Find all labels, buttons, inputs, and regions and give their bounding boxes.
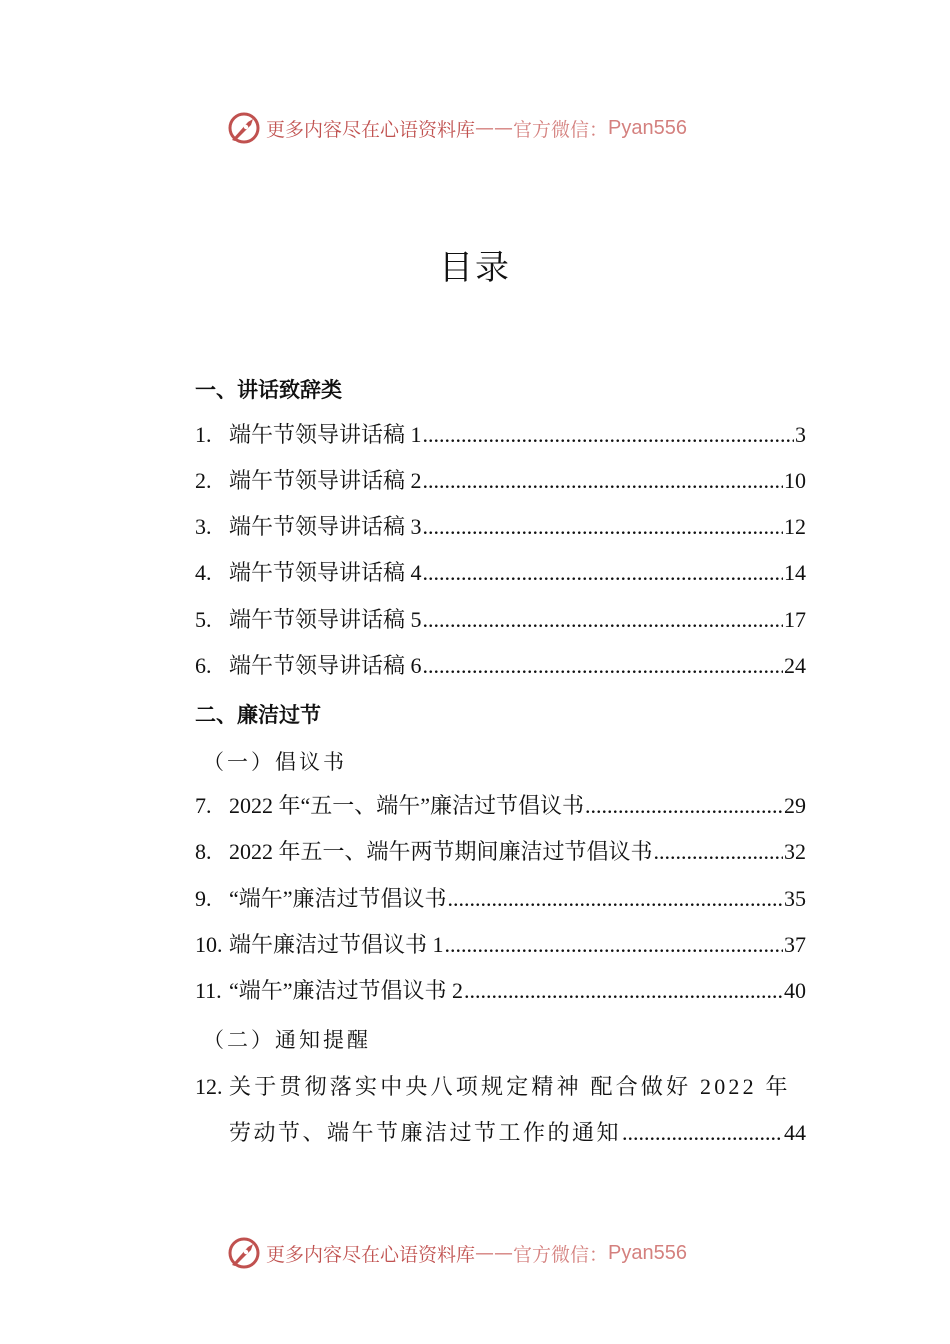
dot-leader: [423, 468, 783, 494]
dot-leader: [423, 422, 794, 448]
toc-entry-5[interactable]: 5. 端午节领导讲话稿 5 ..... 17: [195, 603, 806, 634]
toc-entry-2[interactable]: 2. 端午节领导讲话稿 2 ..... 10: [195, 464, 806, 495]
section-heading-speeches: 一、讲话致辞类: [195, 378, 342, 402]
toc-entry-1[interactable]: 1. 端午节领导讲话稿 1 ..... 3: [195, 418, 806, 449]
subsection-heading-notices: （二）通知提醒: [203, 1028, 371, 1052]
toc-entry-6[interactable]: 6. 端午节领导讲话稿 6 ..... 24: [195, 649, 806, 680]
subsection-heading-proposals: （一）倡议书: [203, 750, 347, 774]
dot-leader: [448, 886, 783, 912]
section-heading-integrity: 二、廉洁过节: [195, 703, 321, 727]
dot-leader: [622, 1120, 783, 1146]
banner-wechat-id: Pyan556: [608, 1241, 687, 1264]
dot-leader: [654, 839, 783, 865]
toc-entry-3[interactable]: 3. 端午节领导讲话稿 3 ..... 12: [195, 510, 806, 541]
toc-entry-12[interactable]: 12. 关于贯彻落实中央八项规定精神 配合做好 2022 年: [195, 1074, 791, 1099]
toc-entry-12-continuation[interactable]: 劳动节、端午节廉洁过节工作的通知 ..... 44: [229, 1116, 806, 1147]
banner-wechat-label: 官方微信：: [513, 1243, 609, 1266]
dot-leader: [423, 560, 783, 586]
banner-wechat-id: Pyan556: [608, 116, 687, 139]
dot-leader: [464, 978, 783, 1004]
dot-leader: [585, 793, 783, 819]
banner-dash: —: [475, 1242, 495, 1264]
toc-entry-10[interactable]: 10. 端午廉洁过节倡议书 1 ..... 37: [195, 928, 806, 959]
pen-nib-logo-icon: [226, 1235, 262, 1271]
toc-entry-4[interactable]: 4. 端午节领导讲话稿 4 ..... 14: [195, 556, 806, 587]
banner-dash: —: [475, 117, 495, 139]
page-title: 目录: [439, 250, 511, 287]
banner-slogan: 更多内容尽在心语资料库: [266, 1243, 476, 1266]
pen-nib-logo-icon: [226, 110, 262, 146]
footer-banner: [226, 1233, 687, 1273]
dot-leader: [445, 932, 783, 958]
toc-entry-9[interactable]: 9. “端午”廉洁过节倡议书 ..... 35: [195, 882, 806, 913]
dot-leader: [423, 607, 783, 633]
banner-dash-extra: —: [494, 1242, 514, 1264]
toc-entry-11[interactable]: 11. “端午”廉洁过节倡议书 2 ..... 40: [195, 974, 806, 1005]
banner-dash-extra: —: [494, 117, 514, 139]
banner-slogan: 更多内容尽在心语资料库: [266, 118, 476, 141]
header-banner: [226, 108, 687, 148]
dot-leader: [423, 514, 783, 540]
dot-leader: [423, 653, 783, 679]
toc-entry-8[interactable]: 8. 2022 年五一、端午两节期间廉洁过节倡议书 ..... 32: [195, 835, 806, 866]
toc-entry-7[interactable]: 7. 2022 年“五一、端午”廉洁过节倡议书 ..... 29: [195, 789, 806, 820]
banner-wechat-label: 官方微信：: [513, 118, 609, 141]
